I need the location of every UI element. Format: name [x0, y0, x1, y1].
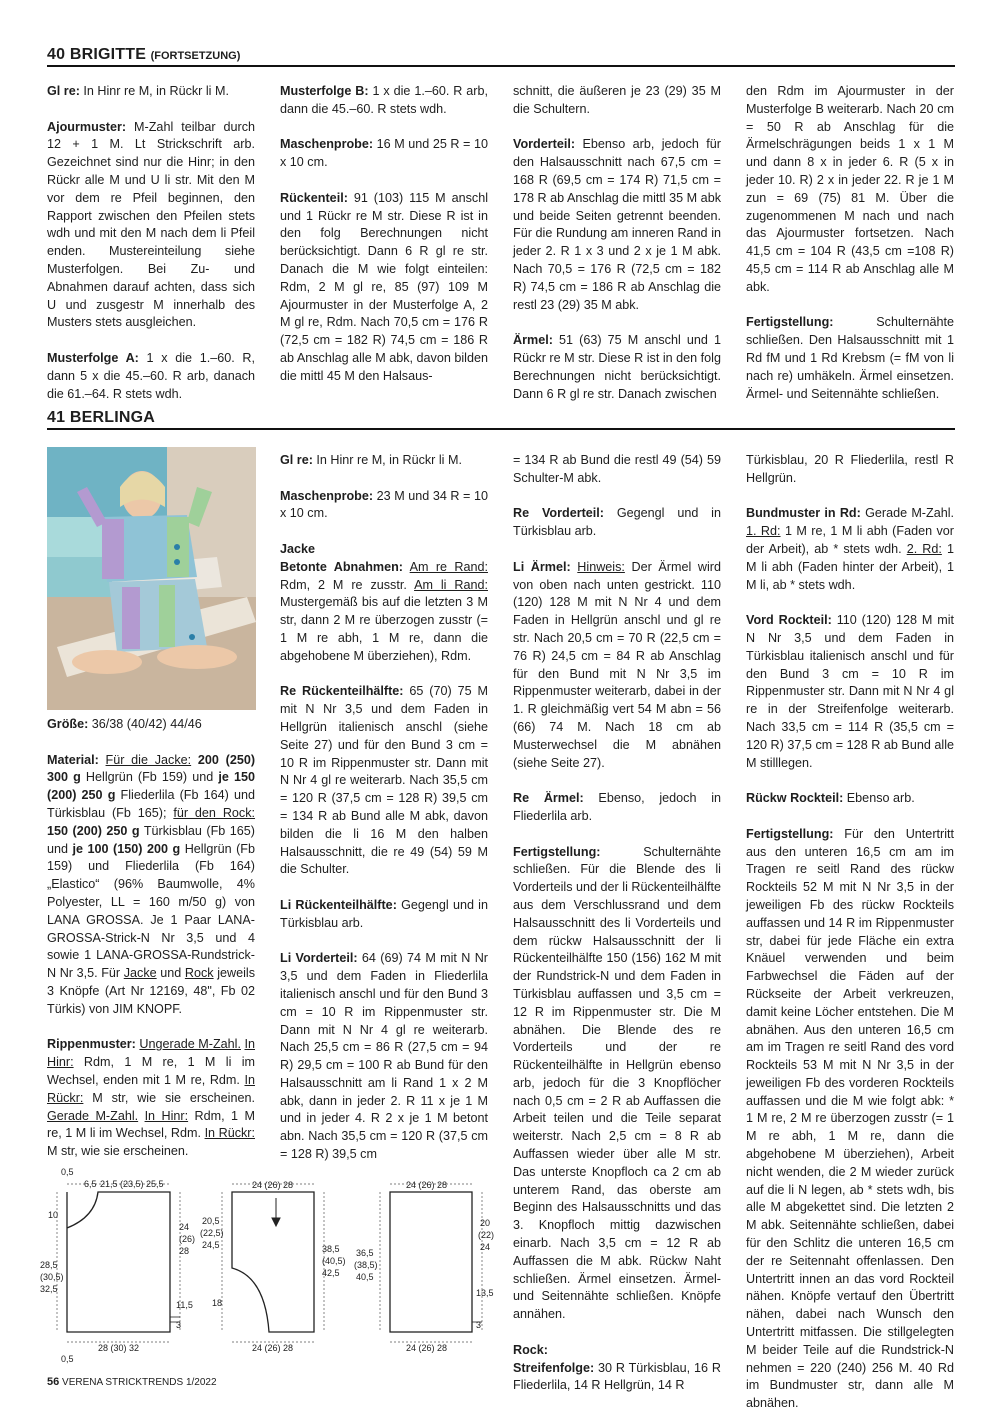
paragraph: Rock: Streifenfolge: 30 R Türkisblau, 16 R Fliederlila, 14 R Hellgrün, 14 R [513, 1342, 721, 1393]
d2-label-l24: 24,5 [202, 1240, 220, 1250]
section-40-subtitle: (FORTSETZUNG) [150, 50, 241, 62]
d3-label-bottom: 24 (26) 28 [406, 1343, 448, 1353]
size-label: Größe: [47, 717, 89, 731]
paragraph-heading: Musterfolge B: [280, 84, 369, 98]
paragraph-heading: Ajourmuster: [47, 119, 127, 134]
paragraph: Re Rückenteilhälfte: 65 (70) 75 M mit N Nr 3,5 und dem Faden in Hellgrün italienisch anschl (siehe Seite 27) und für den Bund 3 cm = 10 R im Rippenmuster str. Dann mit N Nr 4 gl re weiterarb. Nach 35,5 cm = 120 R (37,5 cm = 128 R) 39,5 cm = 134 R ab Bund alle M abk, davon bilden die li 16 M den halben Halsausschnitt, die re 49 (54) 59 M die Schulter. [280, 684, 488, 877]
d2-label-bottom: 24 (26) 28 [252, 1343, 294, 1353]
section-41-column-4 [746, 452, 954, 1413]
section-41-column-3 [513, 452, 721, 1395]
paragraph-text: Schulternähte schließen. Den Halsausschnitt mit 1 Rd fM und 1 Rd Krebsm (= fM von li nach re) umhäkeln. Ärmel einsetzen. Ärmel- und Seitennähte schließen. [746, 315, 954, 401]
paragraph-text: 1 x die 1.–60. R arb, dann die 45.–60. R stets wdh. [280, 84, 488, 116]
d1-label-top-l: 0,5 [61, 1167, 74, 1177]
paragraph-heading: Gl re: [47, 84, 80, 98]
paragraph: Maschenprobe: 23 M und 34 R = 10 x 10 cm. [280, 488, 488, 521]
paragraph-text: M-Zahl teilbar durch 12 + 1 M. Lt Strickschrift arb. Gezeichnet sind nur die Hinr; in den Rückr alle M und U li str. Mit den M vor dem re Pfeil beginnen, den Rapport zwischen den Pfeilen stets wdh und mit den M nach dem li Pfeil enden. Mustereinteilung siehe Musterfolgen. Bei Zu- und Abnahmen darauf achten, dass sich U und zusgestr M innerhalb des Musters stets ausgleichen. [47, 119, 255, 330]
paragraph-text: den Rdm im Ajourmuster in der Musterfolge B weiterarb. Nach 20 cm = 50 R ab Anschlag für die Ärmelschrägungen beids 1 x 1 M und dann 8 x in jeder 6. R (5 x in jeder 10. R) 2 x in jeder 22. R je 1 M zun = 69 (75) 81 M. Über die zugenommenen M nach und nach das Ajourmuster fortsetzen. Nach 41,5 cm = 104 R (43,5 cm =108 R) 45,5 cm = 114 R ab Anschlag alle M abk. [746, 84, 954, 294]
paragraph: Vord Rockteil: 110 (120) 128 M mit N Nr 3,5 und dem Faden in Türkisblau italienisch anschl und für den Bund 3 cm = 10 R im Rippenmuster str. Dann mit N Nr 4 gl re in der Streifenfolge weiterarb. Nach 33,5 cm = 114 R (35,5 cm = 120 R) 37,5 cm = 128 R ab Bund alle M stilllegen. [746, 613, 955, 770]
paragraph [47, 83, 255, 101]
d1-label-left-10: 10 [48, 1210, 59, 1220]
paragraph: Fertigstellung: Schulternähte schließen. Für die Blende des li Vorderteils und der li Rückenteilhälfte aus dem Verschlussrand und dem Halsausschnitt des li Vorderteils und dem rückw Halsausschnitt der li Rückenteilhälfte 150 (156) 162 M mit der Rundstrick-N und dem Faden in Türkisblau auffassen und 3,5 cm = 12 R im Rippenmuster str. Die M abnähen. Die Blende des re Vorderteils und der re Rückenteilhälfte in Hellgrün ebenso arb, jedoch für die 3 Knopflöcher nach 0,5 cm = 2 R ab Auffassen die Arbeit teilen und die Teile separat weiterstr. Nach 2,5 cm = 8 R ab Auffassen wieder über alle M str. Das unterste Knopfloch ca 2 cm ab unterem Rand, das oberste am Beginn des Halsausschnitts und das 3. Knopfloch mittig dazwischen einarb. Nach 3,5 cm = 12 R ab Auffassen die M abk. Rückw Naht schließen. Ärmel einsetzen. Ärmel- und Seitennähte schließen. Knöpfe annähen. [513, 844, 721, 1322]
paragraph-text: 16 M und 25 R = 10 x 10 cm. [280, 137, 488, 170]
paragraph [280, 136, 488, 172]
paragraph [280, 190, 488, 386]
paragraph-text: 51 (63) 75 M anschl und 1 Rückr re M str. Diese R ist in den folg Berechnungen nicht berücksichtigt. Dann 6 R gl re str. Danach zwischen [513, 333, 721, 401]
size-paragraph [47, 716, 255, 734]
d2-label-l22: (22,5) [200, 1228, 224, 1238]
paragraph [746, 83, 954, 297]
paragraph: Re Ärmel: Ebenso, jedoch in Fliederlila arb. [513, 791, 721, 823]
paragraph: Bundmuster in Rd: Gerade M-Zahl. 1. Rd: 1 M re, 1 M li abh (Faden vor der Arbeit), ab * stets wdh. 2. Rd: 1 M li abh (Faden hinter der Arbeit), 1 M li, ab * stets wdh. [746, 506, 954, 592]
d3-label-r13: 13,5 [476, 1288, 494, 1298]
d3-label-l40: 40,5 [356, 1272, 374, 1282]
d1-label-r3: 3 [176, 1320, 182, 1330]
d3-label-l38: (38,5) [354, 1260, 378, 1270]
paragraph [47, 119, 255, 333]
paragraph: Rückw Rockteil: Ebenso arb. [746, 791, 915, 806]
paragraph [513, 136, 721, 314]
d1-label-left-28: 28,5 [40, 1260, 58, 1270]
section-40-column-2 [280, 83, 488, 386]
d1-label-r24: 24 [179, 1222, 190, 1232]
pattern-schematics [40, 1162, 500, 1377]
paragraph: Re Vorderteil: Gegengl und in Türkisblau arb. [513, 506, 721, 539]
paragraph-text: schnitt, die äußeren je 23 (29) 35 M die Schultern. [513, 84, 721, 116]
d2-label-r38: 38,5 [322, 1244, 340, 1254]
paragraph-heading: Rückenteil: [280, 190, 348, 205]
d1-label-bottom-l: 0,5 [61, 1354, 74, 1364]
size-text: 36/38 (40/42) 44/46 [88, 717, 202, 731]
d2-label-top: 24 (26) 28 [252, 1180, 294, 1190]
d3-label-r20: 20 [480, 1218, 491, 1228]
d3-label-l36: 36,5 [356, 1248, 374, 1258]
d1-label-top-b: 21,5 (23,5) 25,5 [100, 1179, 164, 1189]
d1-label-r11: 11,5 [176, 1300, 193, 1310]
section-40-column-3 [513, 83, 721, 403]
paragraph [280, 83, 488, 119]
d3-label-r24: 24 [480, 1242, 491, 1252]
paragraph [513, 332, 721, 403]
model-photo [47, 447, 256, 710]
paragraph [47, 350, 255, 403]
paragraph: Li Ärmel: Hinweis: Der Ärmel wird von oben nach unten gestrickt. 110 (120) 128 M mit N Nr 4 und dem Faden in Hellgrün anschl und gl re str. Nach 20,5 cm = 70 R (22,5 cm = 76 R) 24,5 cm = 84 R ab Anschlag für den Bund mit N Nr 3,5 im Rippenmuster weiterarb, dabei in der 1. R gleichmäßig vert 54 M abn = 56 (66) 74 M. Nach 18 cm ab Musterwechsel die M abnähen (siehe Seite 27). [513, 559, 721, 770]
material-paragraph: Material: Für die Jacke: 200 (250) 300 g Hellgrün (Fb 159) und je 150 (200) 250 g Fliederlila (Fb 164) und Türkisblau (Fb 165); für den Rock: 150 (200) 250 g Türkisblau (Fb 165) und je 100 (150) 200 g Hellgrün (Fb 159) und Fliederlila (Fb 164) „Elastico“ (96% Baumwolle, 4% Polyester, LL = 160 m/50 g) von LANA GROSSA. Je 1 Paar LANA-GROSSA-Strick-N Nr 3,5 und 4 sowie 1 LANA-GROSSA-Rundstrick-N Nr 3,5. Für Jacke und Rock jeweils 3 Knöpfe (Art Nr 12169, 48", Fb 02 Türkis) von JIM KNOPF. [47, 752, 256, 1016]
paragraph-text: 91 (103) 115 M anschl und 1 Rückr re M str. Diese R ist in den folg Berechnungen nicht berücksichtigt. Dann 6 R gl re str. Danach die M wie folgt einteilen: Rdm, 2 M gl re, 85 (97) 109 M Ajourmuster in der Musterfolge A, 2 M gl re, Rdm. Nach 70,5 cm = 176 R (72,5 cm = 182 R) 74,5 cm = 186 R ab Anschlag alle M abk, davon bilden die mittl 45 M den Halsaus- [280, 190, 488, 383]
rib-pattern-paragraph: Rippenmuster: Ungerade M-Zahl. In Hinr: Rdm, 1 M re, 1 M li im Wechsel, enden mit 1 M re, Rdm. In Rückr: M str, wie sie erscheinen. Gerade M-Zahl. In Hinr: Rdm, 1 M re, 1 M li im Wechsel, Rdm. In Rückr: M str, wie sie erscheinen. [47, 1037, 256, 1159]
pattern-schematics-svg [40, 1162, 500, 1372]
d3-label-r22: (22) [478, 1230, 495, 1240]
section-41-title: 41 BERLINGA [47, 409, 155, 426]
paragraph: Gl re: In Hinr re M, in Rückr li M. [280, 453, 462, 467]
section-40-column-4 [746, 83, 954, 403]
d1-label-left-32: 32,5 [40, 1284, 58, 1294]
paragraph-heading: Fertigstellung: [746, 315, 834, 330]
page-footer [47, 1376, 217, 1388]
section-40-column-1 [47, 83, 255, 403]
d2-label-r42: 42,5 [322, 1268, 340, 1278]
d1-label-left-30: (30,5) [40, 1272, 64, 1282]
d1-label-bottom: 28 (30) 32 [98, 1343, 140, 1353]
paragraph [746, 314, 954, 403]
section-41-column-1 [47, 716, 255, 1161]
section-41-column-2 [280, 452, 488, 1164]
model-photo-illustration [47, 447, 256, 710]
d1-label-r26: (26) [179, 1234, 196, 1244]
paragraph-heading: Maschenprobe: [280, 137, 374, 152]
paragraph: Li Rückenteilhälfte: Gegengl und in Türkisblau arb. [280, 897, 488, 930]
d3-label-r3: 3 [476, 1320, 482, 1330]
d2-label-l20: 20,5 [202, 1216, 220, 1226]
d3-label-top: 24 (26) 28 [406, 1180, 448, 1190]
paragraph-text: In Hinr re M, in Rückr li M. [79, 84, 229, 98]
paragraph: Fertigstellung: Für den Untertritt aus den unteren 16,5 cm am im Tragen re seitl Rand des rückw Rockteils 52 M mit N Nr 3,5 in der jeweiligen Fb des rückw Rockteils auffassen und 14 R im Rippenmuster str, dabei für jede Fläche ein extra Knäuel verwenden und beim Farbwechsel die Fäden auf der Rückseite der Arbeit verkreuzen, damit keine Löcher entstehen. Die M abnähen. Aus den unteren 16,5 cm am im Tragen re seitl Rand des vord Rockteils 53 M mit N Nr 3,5 in der jeweiligen Fb des vorderen Rockteils auffassen und die M wie folgt abk: * 1 M re, 2 M re überzogen zusstr (= 1 M re abh, 1 M re, dann die abgehobene M überziehen), Arbeit nicht wenden, die 2 M wieder zurück auf die li N legen, ab * stets wdh, bis alle M abgekettet sind. Die letzten 2 M abk. Seitennähte schließen, dabei für den Schlitz die unteren 16,5 cm der re Seitennaht offenlassen. Den Untertritt innen an das vord Rockteil nähen. Knöpfe vertauf den Übertritt nähen, dabei nach Wunsch den Untertritt mitfassen. Die stillgelegten M beider Teile auf die Rundstrick-N nehmen = 220 (240) 256 M. 40 Rd im Bundmuster str, dann alle M abnähen. [746, 826, 954, 1411]
d1-label-r28: 28 [179, 1246, 190, 1256]
paragraph: = 134 R ab Bund die restl 49 (54) 59 Schulter-M abk. [513, 453, 721, 485]
paragraph: Li Vorderteil: 64 (69) 74 M mit N Nr 3,5 und dem Faden in Fliederlila italienisch anschl und für den Bund 3 cm = 10 R im Rippenmuster str. Dann mit N Nr 4 gl re weiterarb. Nach 25,5 cm = 86 R (27,5 cm = 94 R) 29,5 cm = 100 R ab Bund für den Halsausschnitt am li Rand 1 x 2 M abk, dann in jeder 2. R 11 x je 1 M und in jeder 4. R 2 x je 1 M betont abn. Nach 35,5 cm = 120 R (37,5 cm = 128 R) 39,5 cm [280, 951, 488, 1162]
paragraph: Türkisblau, 20 R Fliederlila, restl R Hellgrün. [746, 453, 954, 485]
section-40-header [47, 46, 955, 67]
d1-label-top-a: 6,5 [84, 1179, 97, 1189]
paragraph-heading: Ärmel: [513, 333, 553, 348]
d2-label-l18: 18 [212, 1298, 223, 1308]
paragraph-heading: Musterfolge A: [47, 350, 139, 365]
paragraph: Jacke Betonte Abnahmen: Am re Rand: Rdm, 2 M re zusstr. Am li Rand: Mustergemäß bis auf die letzten 3 M str, dann 2 M re überzogen zusstr (= 1 M re abh, 1 M re, dann die abgehobene M überziehen), Rdm. [280, 541, 488, 663]
paragraph-heading: Vorderteil: [513, 137, 576, 152]
section-40-title: 40 BRIGITTE [47, 46, 147, 63]
magazine-name: VERENA STRICKTRENDS 1/2022 [62, 1377, 217, 1388]
paragraph-text: 1 x die 1.–60. R, dann 5 x die 45.–60. R arb, danach die 61.–64. R stets wdh. [47, 350, 255, 401]
d2-label-r40: (40,5) [322, 1256, 346, 1266]
paragraph [513, 83, 721, 119]
paragraph-text: Ebenso arb, jedoch für den Halsausschnitt nach 67,5 cm = 168 R (69,5 cm = 174 R) 71,5 cm = 178 R ab Anschlag die mittl 35 M abk und beide Seiten getrennt beenden. Für die Rundung am inneren Rand in jeder 2. R 1 x 3 und 2 x je 1 M abk. Nach 70,5 = 176 R (72,5 cm = 182 R) 74,5 cm = 186 R ab Anschlag die restl 23 (29) 35 M abk. [513, 137, 721, 312]
page-number: 56 [47, 1376, 60, 1388]
section-41-header [47, 409, 955, 430]
